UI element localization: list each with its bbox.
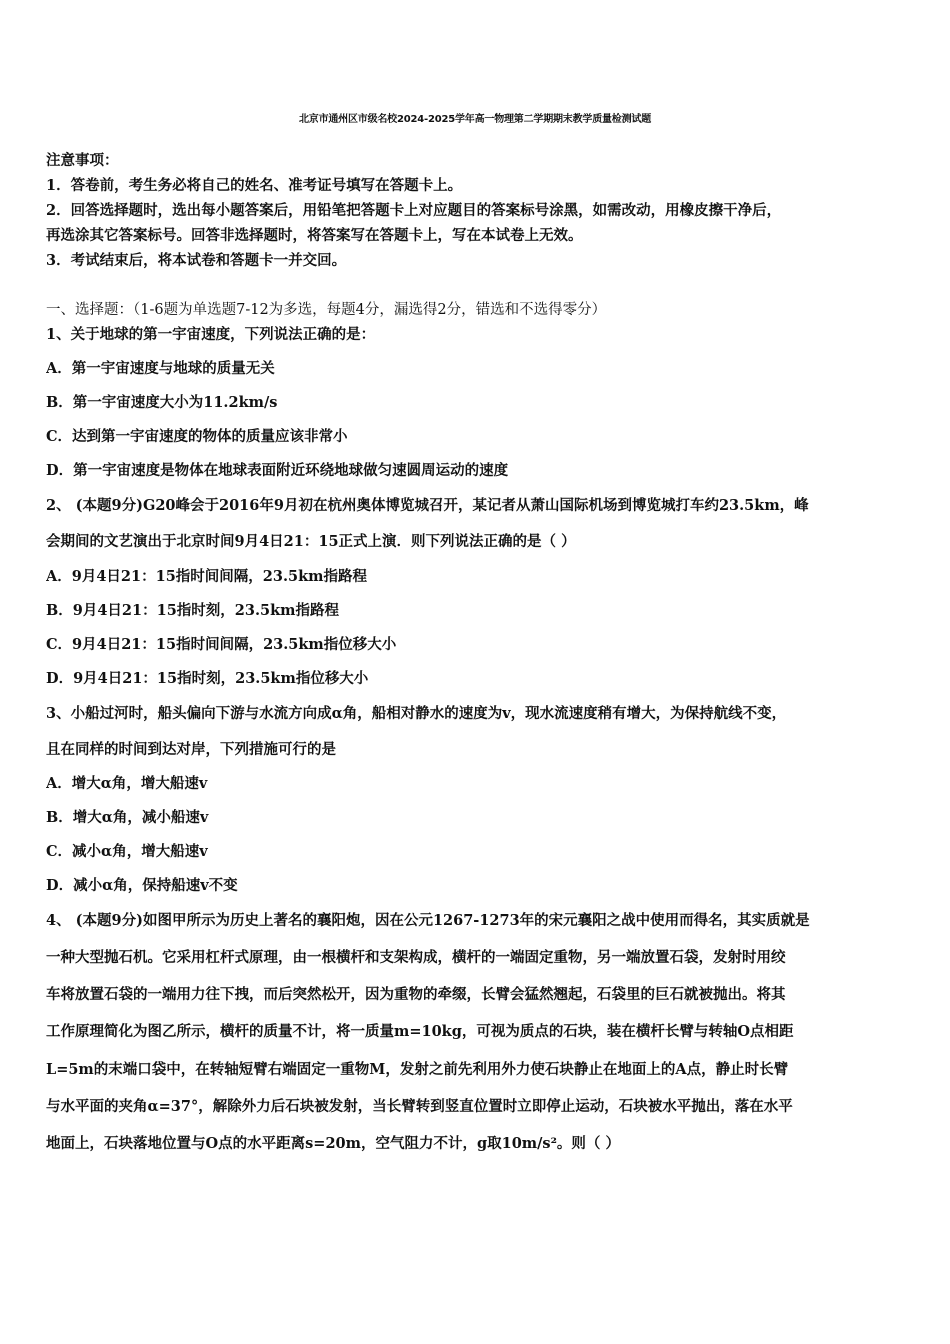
notice-item: 1．答卷前，考生务必将自己的姓名、准考证号填写在答题卡上。 [46,177,463,194]
question-stem: 与水平面的夹角α=37°，解除外力后石块被发射，当长臂转到竖直位置时立即停止运动，石块被水平抛出，落在水平 [46,1098,793,1115]
question-option: A．9月4日21：15指时间间隔，23.5km指路程 [46,568,367,585]
question-stem: 1、关于地球的第一宇宙速度，下列说法正确的是： [46,326,376,343]
question-option: B．增大α角，减小船速v [46,809,209,826]
question-stem: 2、 (本题9分)G20峰会于2016年9月初在杭州奥体博览城召开，某记者从萧山国际机场到博览城打车约23.5km，峰 [46,497,809,514]
question-option: A．增大α角，增大船速v [46,775,208,792]
notice-item: 3．考试结束后，将本试卷和答题卡一并交回。 [46,252,347,269]
notice-item: 再选涂其它答案标号。回答非选择题时，将答案写在答题卡上，写在本试卷上无效。 [46,227,583,244]
question-stem: 工作原理简化为图乙所示，横杆的质量不计，将一质量m=10kg，可视为质点的石块，装在横杆长臂与转轴O点相距 [46,1023,794,1040]
question-option: C．达到第一宇宙速度的物体的质量应该非常小 [46,428,348,445]
section-heading: 一、选择题：（1-6题为单选题7-12为多选，每题4分，漏选得2分，错选和不选得零分） [46,302,607,318]
question-option: B．9月4日21：15指时刻，23.5km指路程 [46,602,339,619]
page-title: 北京市通州区市级名校2024-2025学年高一物理第二学期期末教学质量检测试题 [298,114,651,125]
question-stem: 会期间的文艺演出于北京时间9月4日21：15正式上演．则下列说法正确的是（ ） [46,533,576,550]
question-option: A．第一宇宙速度与地球的质量无关 [46,360,275,377]
question-stem: L=5m的末端口袋中，在转轴短臂右端固定一重物M，发射之前先利用外力使石块静止在地面上的A点，静止时长臂 [46,1061,789,1078]
notice-item: 2．回答选择题时，选出每小题答案后，用铅笔把答题卡上对应题目的答案标号涂黑，如需改动，用橡皮擦干净后， [46,202,782,219]
question-option: C．减小α角，增大船速v [46,843,208,860]
question-stem: 一种大型抛石机。它采用杠杆式原理，由一根横杆和支架构成，横杆的一端固定重物，另一端放置石袋，发射时用绞 [46,949,786,966]
question-option: D．第一宇宙速度是物体在地球表面附近环绕地球做匀速圆周运动的速度 [46,462,509,479]
question-stem: 且在同样的时间到达对岸，下列措施可行的是 [46,741,336,758]
question-option: C．9月4日21：15指时间间隔，23.5km指位移大小 [46,636,397,653]
question-stem: 4、 (本题9分)如图甲所示为历史上著名的襄阳炮，因在公元1267-1273年的宋元襄阳之战中使用而得名，其实质就是 [46,912,810,929]
question-option: D．减小α角，保持船速v不变 [46,877,238,894]
question-option: B．第一宇宙速度大小为11.2km/s [46,394,278,411]
question-stem: 3、小船过河时，船头偏向下游与水流方向成α角，船相对静水的速度为v，现水流速度稍有增大，为保持航线不变， [46,705,787,722]
question-option: D．9月4日21：15指时刻，23.5km指位移大小 [46,670,369,687]
question-stem: 地面上，石块落地位置与O点的水平距离s=20m，空气阻力不计，g取10m/s²。则（ ） [46,1135,620,1152]
question-stem: 车将放置石袋的一端用力往下拽，而后突然松开，因为重物的牵缀，长臂会猛然翘起，石袋里的巨石就被抛出。将其 [46,986,786,1003]
notice-heading: 注意事项： [46,152,119,169]
